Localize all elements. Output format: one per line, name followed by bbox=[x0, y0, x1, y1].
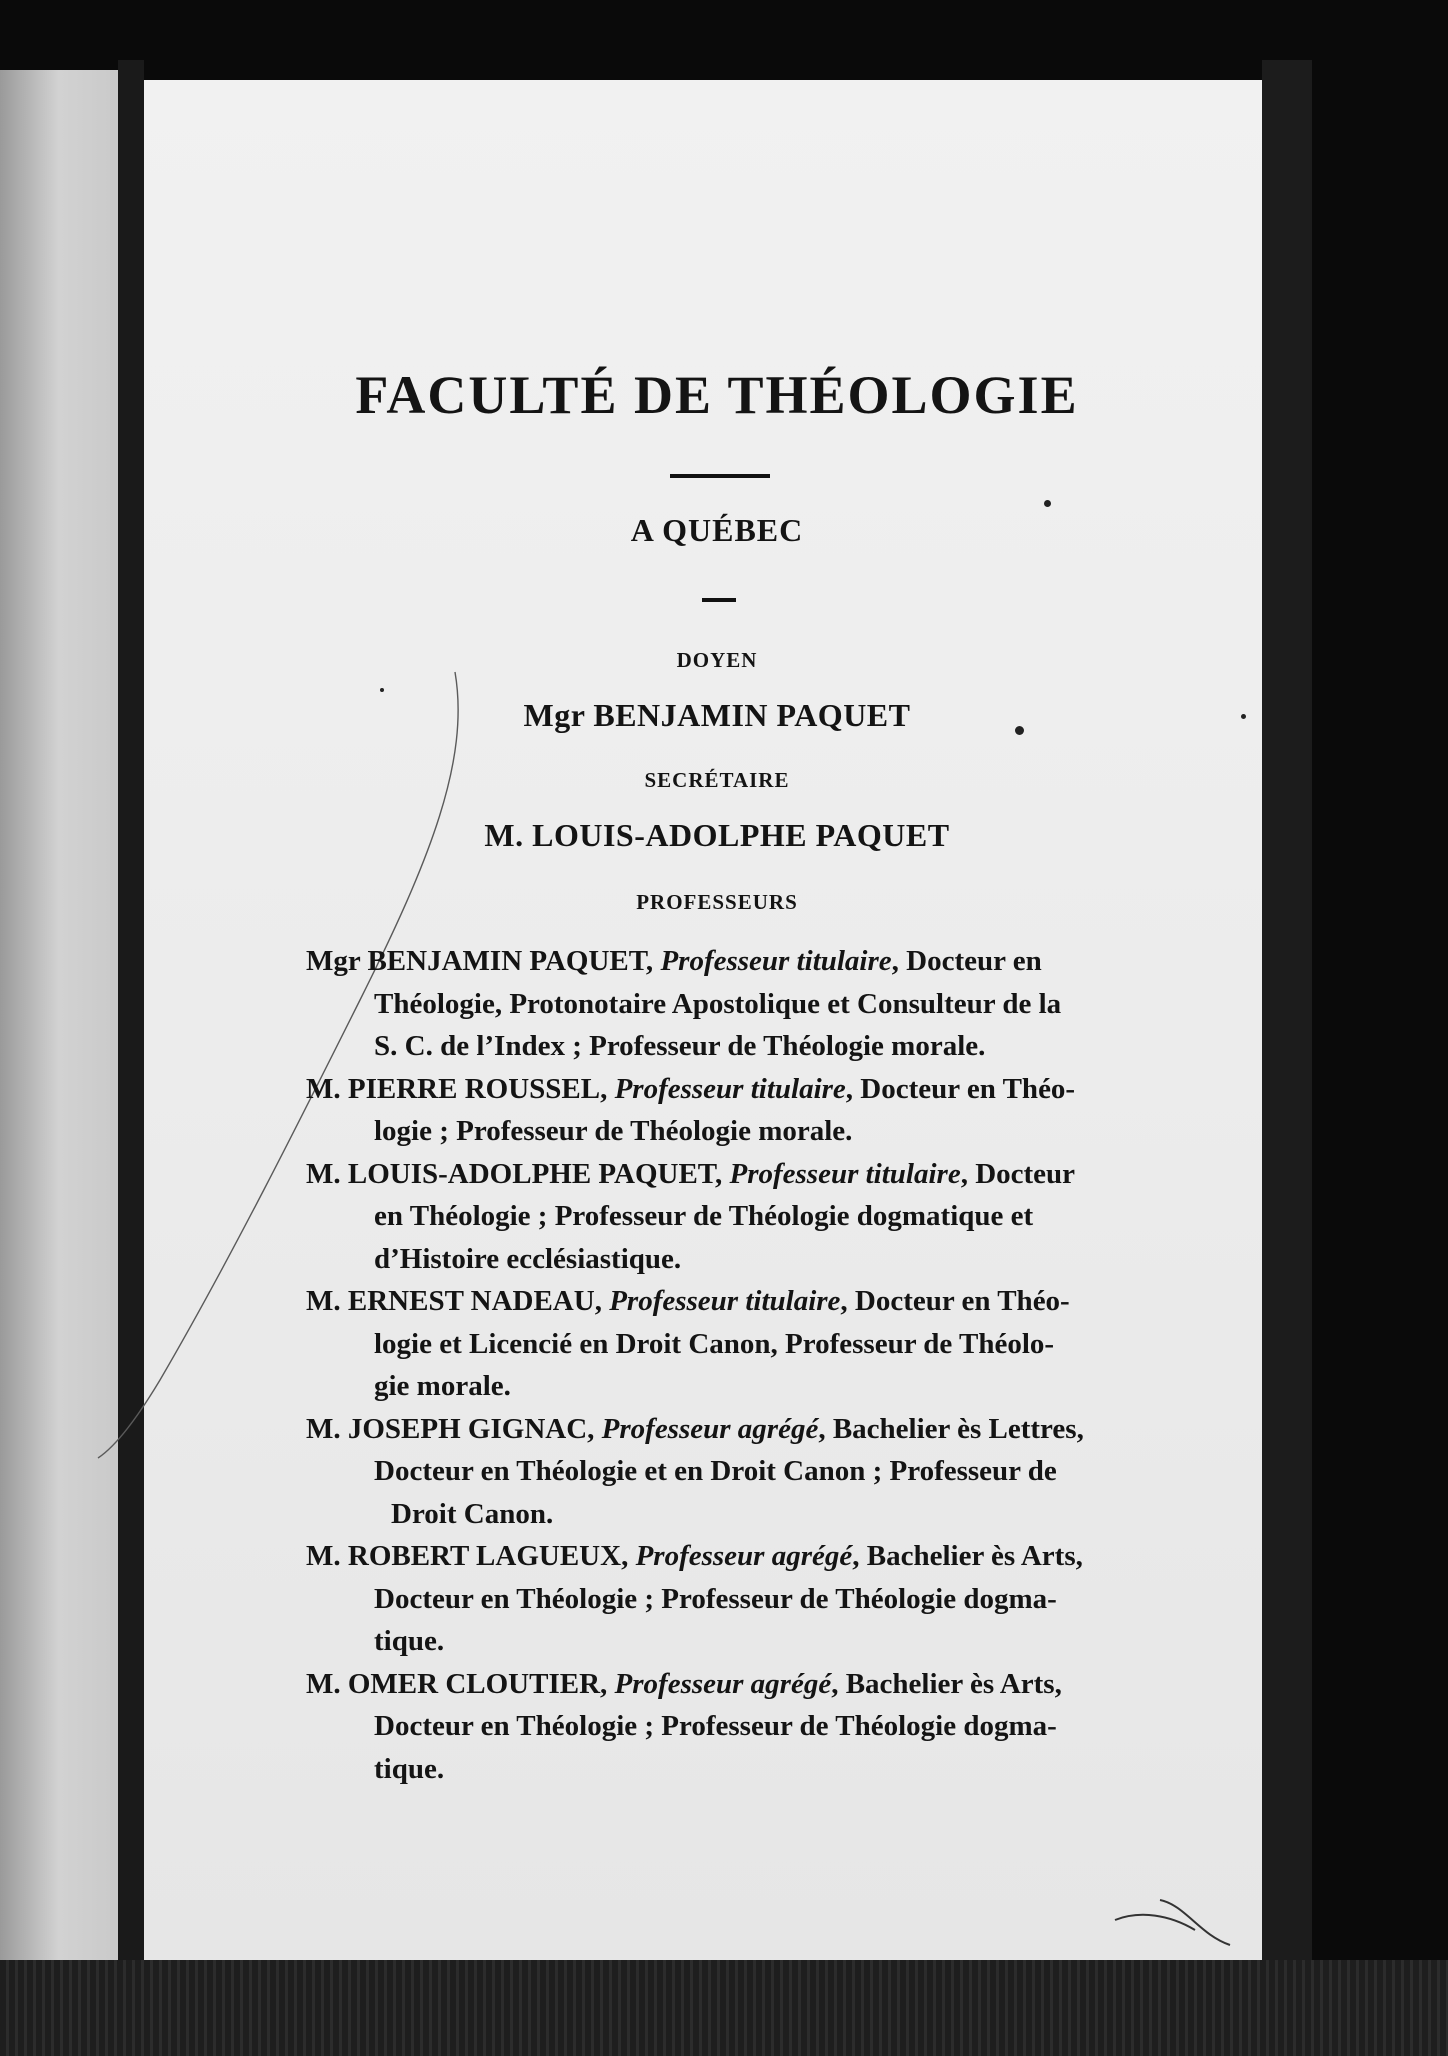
entry-line bbox=[306, 1535, 1138, 1578]
dean-heading: DOYEN bbox=[676, 648, 758, 672]
entry-line: gie morale. bbox=[374, 1370, 511, 1402]
dean-name: Mgr BENJAMIN PAQUET bbox=[523, 697, 911, 733]
entry-line: S. C. de l’Index ; Professeur de Théologie morale. bbox=[374, 1030, 986, 1062]
professor-entry bbox=[306, 1280, 1138, 1408]
entry-line bbox=[306, 1153, 1138, 1196]
bottom-page-edge bbox=[0, 1960, 1448, 2056]
professor-name: M. ROBERT LAGUEUX, bbox=[306, 1540, 636, 1572]
professors-list bbox=[306, 940, 1138, 1790]
professor-name: M. OMER CLOUTIER, bbox=[306, 1667, 615, 1700]
professors-heading: PROFESSEURS bbox=[636, 890, 798, 914]
professor-name: M. ERNEST NADEAU, bbox=[306, 1285, 610, 1317]
secretary-name: M. LOUIS-ADOLPHE PAQUET bbox=[484, 817, 950, 853]
entry-line: Docteur en Théologie et en Droit Canon ; Professeur de bbox=[374, 1455, 1057, 1487]
professor-name: M. LOUIS-ADOLPHE PAQUET, bbox=[306, 1157, 730, 1190]
entry-line: en Théologie ; Professeur de Théologie dogmatique et bbox=[374, 1200, 1034, 1232]
entry-line bbox=[306, 1068, 1138, 1111]
entry-text: , Docteur en Théo- bbox=[845, 1072, 1076, 1105]
entry-line: Docteur en Théologie ; Professeur de Théologie dogma- bbox=[374, 1582, 1057, 1615]
professor-entry bbox=[306, 1408, 1138, 1536]
entry-line: tique. bbox=[374, 1625, 445, 1657]
entry-text: , Bachelier ès Arts, bbox=[831, 1667, 1062, 1700]
professor-rank: Professeur titulaire bbox=[614, 1072, 846, 1105]
professor-rank: Professeur titulaire bbox=[660, 945, 892, 977]
professor-entry bbox=[306, 940, 1138, 1068]
professor-rank: Professeur titulaire bbox=[729, 1157, 961, 1190]
professor-name: M. JOSEPH GIGNAC, bbox=[306, 1412, 602, 1445]
professor-rank: Professeur agrégé bbox=[601, 1412, 819, 1445]
scan-speck bbox=[380, 688, 384, 692]
professor-rank: Professeur agrégé bbox=[614, 1667, 832, 1700]
secretary-heading: SECRÉTAIRE bbox=[644, 768, 790, 792]
facing-page-edge bbox=[0, 70, 130, 1990]
subtitle-rule bbox=[702, 598, 736, 602]
entry-line bbox=[306, 1663, 1138, 1706]
entry-line: tique. bbox=[374, 1752, 445, 1785]
entry-line bbox=[306, 1280, 1138, 1323]
professor-entry bbox=[306, 1153, 1138, 1281]
professor-name: M. PIERRE ROUSSEL, bbox=[306, 1072, 615, 1105]
entry-line bbox=[306, 1408, 1138, 1451]
professor-entry bbox=[306, 1068, 1138, 1153]
entry-line: Théologie, Protonotaire Apostolique et Consulteur de la bbox=[374, 987, 1062, 1020]
entry-line: Droit Canon. bbox=[391, 1497, 554, 1530]
entry-line: logie et Licencié en Droit Canon, Professeur de Théolo- bbox=[374, 1327, 1055, 1360]
entry-text: , Bachelier ès Arts, bbox=[852, 1540, 1083, 1572]
entry-line bbox=[306, 940, 1138, 983]
entry-text: , Bachelier ès Lettres, bbox=[818, 1412, 1084, 1445]
entry-text: , Docteur en bbox=[891, 945, 1042, 977]
right-page-edge bbox=[1262, 60, 1312, 2000]
book-gutter bbox=[118, 60, 144, 1990]
professor-rank: Professeur titulaire bbox=[609, 1285, 841, 1317]
scan-speck bbox=[1044, 500, 1051, 507]
professor-entry bbox=[306, 1535, 1138, 1663]
city-subtitle: A QUÉBEC bbox=[630, 512, 804, 548]
entry-text: , Docteur en Théo- bbox=[840, 1285, 1070, 1317]
professor-entry bbox=[306, 1663, 1138, 1791]
entry-text: , Docteur bbox=[960, 1157, 1076, 1190]
page-title: FACULTÉ DE THÉOLOGIE bbox=[355, 365, 1079, 425]
title-rule bbox=[670, 474, 770, 478]
entry-line: d’Histoire ecclésiastique. bbox=[374, 1242, 682, 1275]
professor-rank: Professeur agrégé bbox=[635, 1540, 853, 1572]
entry-line: Docteur en Théologie ; Professeur de Théologie dogma- bbox=[374, 1710, 1057, 1742]
professor-name: Mgr BENJAMIN PAQUET, bbox=[306, 945, 661, 977]
entry-line: logie ; Professeur de Théologie morale. bbox=[374, 1115, 853, 1147]
